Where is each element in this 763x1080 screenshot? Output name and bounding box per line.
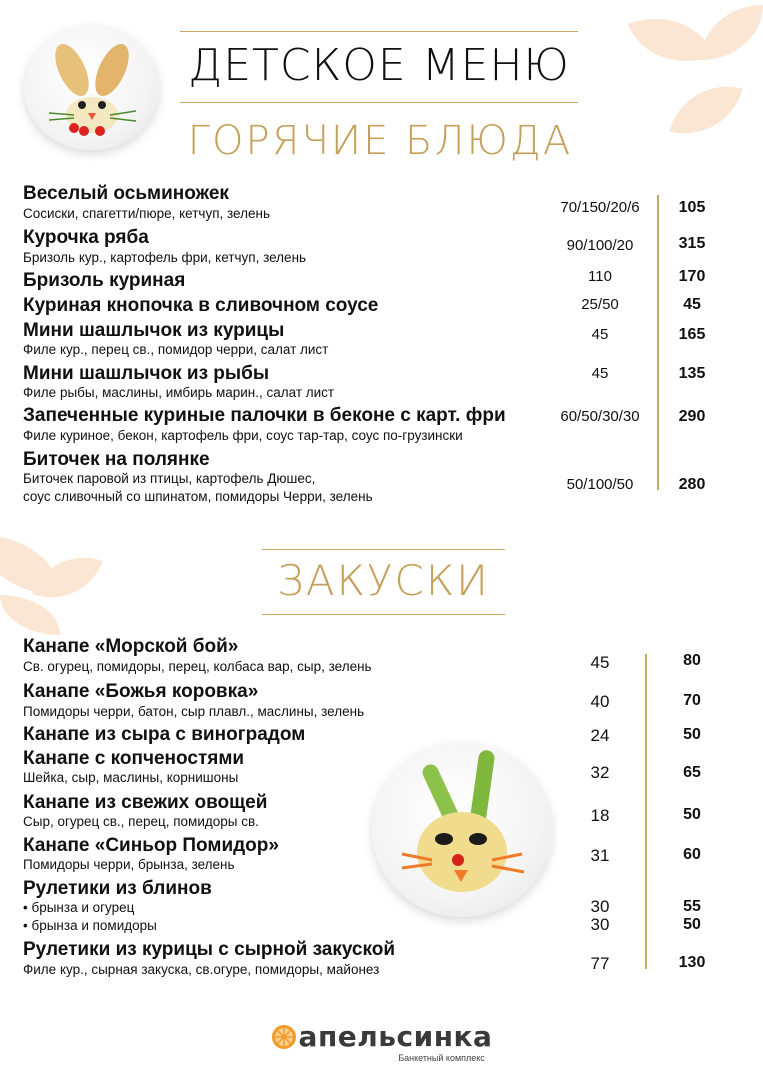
menu-item-price: 50	[683, 726, 701, 743]
menu-item-price: 290	[678, 408, 706, 425]
brand-logo	[0, 1020, 763, 1063]
page-title: ДЕТСКОЕ МЕНЮ	[188, 40, 570, 91]
menu-item-weight: 60/50/30/30	[560, 408, 640, 425]
menu-item-price: 105	[678, 199, 706, 216]
menu-item-price: 130	[678, 954, 706, 971]
menu-item-name: Канапе из сыра с виноградом	[23, 724, 306, 745]
menu-item-price: 55	[683, 898, 701, 915]
menu-item-name: Мини шашлычок из курицы	[23, 320, 285, 341]
menu-item-name: Мини шашлычок из рыбы	[23, 363, 270, 384]
menu-item-weight: 40	[590, 692, 610, 711]
menu-item-name: Бризоль куриная	[23, 270, 186, 291]
menu-item-name: Курочка ряба	[23, 227, 149, 248]
menu-item-desc: Биточек паровой из птицы, картофель Дюшес,	[23, 471, 316, 486]
menu-item-name: Канапе «Синьор Помидор»	[23, 835, 279, 856]
menu-item-name: Веселый осьминожек	[23, 183, 229, 204]
menu-item-name: Куриная кнопочка в сливочном соусе	[23, 295, 379, 316]
menu-item-desc: Помидоры черри, батон, сыр плавл., маслины, зелень	[23, 704, 365, 719]
menu-item-weight: 45	[591, 326, 609, 343]
menu-item-weight: 45	[591, 365, 609, 382]
menu-item-price: 70	[683, 692, 701, 709]
menu-item-desc: Сосиски, спагетти/пюре, кетчуп, зелень	[23, 206, 270, 221]
menu-item-desc: Филе рыбы, маслины, имбирь марин., салат лист	[23, 385, 335, 400]
menu-item-weight: 110	[588, 268, 612, 285]
snacks-top-rule	[262, 549, 505, 550]
price-divider-snacks	[645, 654, 647, 969]
menu-item-name: Рулетики из курицы с сырной закуской	[23, 939, 396, 960]
menu-item-weight: 18	[590, 806, 610, 825]
section-title-snacks: ЗАКУСКИ	[277, 556, 490, 605]
menu-item-desc: Филе куриное, бекон, картофель фри, соус тар-тар, соус по-грузински	[23, 428, 463, 443]
bunny-plate-image	[24, 25, 159, 150]
orange-slice-decoration-top-right	[606, 0, 763, 150]
bunny-food-icon	[24, 25, 159, 150]
menu-item-name: Запеченные куриные палочки в беконе с карт. фри	[23, 405, 506, 426]
menu-item-price: 280	[678, 476, 706, 493]
menu-item-weight: 50/100/50	[566, 476, 634, 493]
menu-item-name: Рулетики из блинов	[23, 878, 212, 899]
menu-item-desc: Сыр, огурец св., перец, помидоры св.	[23, 814, 259, 829]
menu-item-desc: Бризоль кур., картофель фри, кетчуп, зелень	[23, 250, 307, 265]
menu-item-price: 65	[683, 764, 701, 781]
menu-item-weight: 24	[590, 726, 610, 745]
menu-item-desc: Филе кур., сырная закуска, св.огуре, помидоры, майонез	[23, 962, 380, 977]
menu-item-price: 165	[678, 326, 706, 343]
title-top-rule	[180, 31, 578, 32]
menu-item-weight: 31	[590, 846, 610, 865]
menu-item-desc: Св. огурец, помидоры, перец, колбаса вар, сыр, зелень	[23, 659, 372, 674]
menu-item-sub-option: • брынза и огурец	[23, 900, 135, 915]
bunny-plate-image-snacks	[372, 742, 552, 917]
menu-item-price: 50	[683, 916, 701, 933]
price-divider-hot	[657, 195, 659, 490]
menu-item-price: 135	[678, 365, 706, 382]
menu-item-price: 80	[683, 652, 701, 669]
menu-item-weight: 30	[590, 915, 610, 934]
menu-item-weight: 70/150/20/6	[560, 199, 640, 216]
menu-item-desc: Филе кур., перец св., помидор черри, салат лист	[23, 342, 329, 357]
menu-item-price: 50	[683, 806, 701, 823]
brand-name: апельсинка	[298, 1020, 493, 1053]
menu-item-name: Канапе с копченостями	[23, 748, 245, 769]
menu-item-price: 60	[683, 846, 701, 863]
menu-item-price: 315	[678, 235, 706, 252]
title-bottom-rule	[180, 102, 578, 103]
menu-item-name: Канапе «Морской бой»	[23, 636, 239, 657]
menu-item-price: 170	[678, 268, 706, 285]
menu-item-weight: 45	[590, 653, 610, 672]
menu-item-weight: 90/100/20	[566, 237, 634, 254]
menu-item-desc: Помидоры черри, брынза, зелень	[23, 857, 235, 872]
menu-item-weight: 30	[590, 897, 610, 916]
menu-item-name: Канапе «Божья коровка»	[23, 681, 259, 702]
orange-slice-decoration-left	[0, 530, 110, 640]
brand-tagline: Банкетный комплекс	[398, 1052, 485, 1063]
menu-item-sub-option: • брынза и помидоры	[23, 918, 157, 933]
menu-item-weight: 32	[590, 763, 610, 782]
menu-item-weight: 25/50	[581, 296, 619, 313]
snacks-bottom-rule	[262, 614, 505, 615]
bunny-spaghetti-icon	[372, 742, 552, 917]
menu-item-name: Канапе из свежих овощей	[23, 792, 268, 813]
menu-item-price: 45	[683, 296, 701, 313]
menu-item-weight: 77	[590, 954, 610, 973]
menu-item-desc-line2: соус сливочный со шпинатом, помидоры Черри, зелень	[23, 489, 373, 504]
orange-slice-icon	[271, 1024, 297, 1050]
menu-item-name: Биточек на полянке	[23, 449, 210, 470]
menu-item-desc: Шейка, сыр, маслины, корнишоны	[23, 770, 239, 785]
section-title-hot: ГОРЯЧИЕ БЛЮДА	[187, 118, 573, 164]
